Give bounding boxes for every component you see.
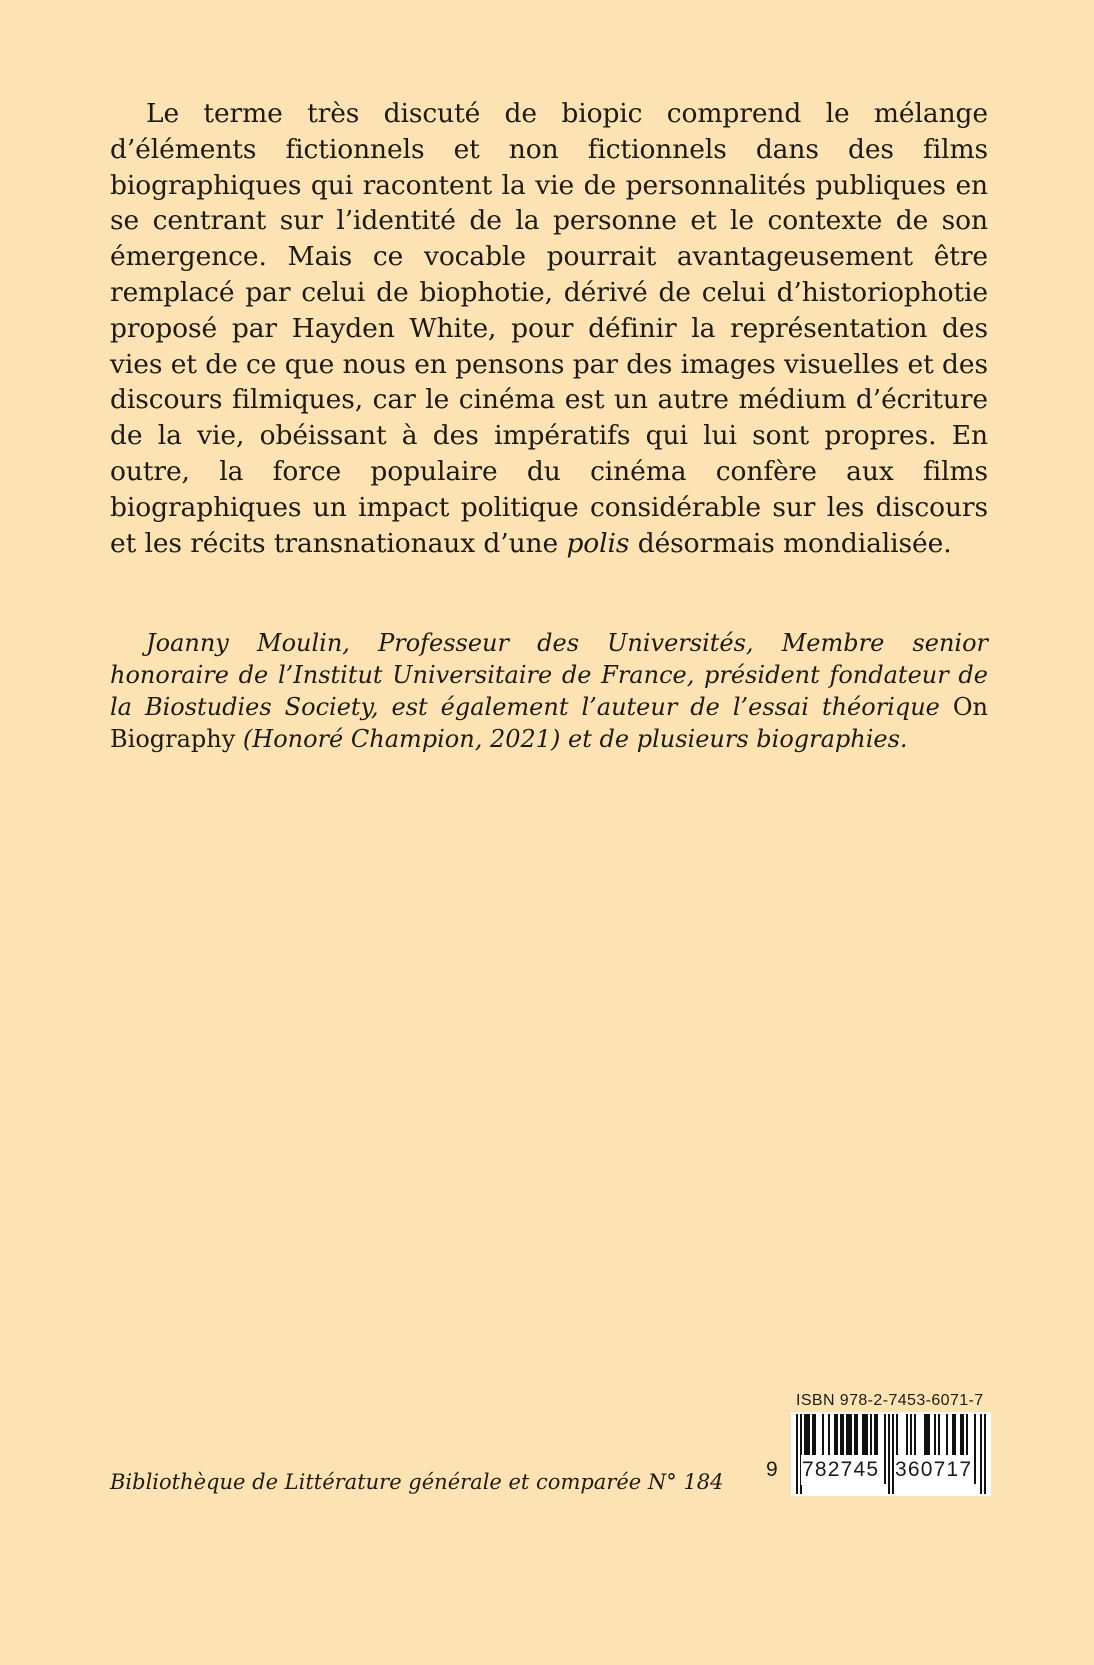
blurb-text-part2: désormais mondialisée. — [629, 527, 952, 559]
isbn-block — [766, 1392, 998, 1502]
blurb-paragraph — [110, 96, 988, 561]
author-bio-part1: Joanny Moulin, Professeur des Universités, Membre senior honoraire de l’Institut Universitaire de France, président fondateur de la Biostudies Society, est également l’auteur de l’essai théorique — [110, 629, 988, 721]
barcode-digits-right: 360717 — [894, 1455, 973, 1485]
author-bio-book-title: On Biography — [110, 693, 988, 753]
series-line: Bibliothèque de Littérature générale et comparée N° 184 — [110, 1470, 724, 1494]
blurb-italic-word: polis — [566, 527, 630, 559]
isbn-label: ISBN 978-2-7453-6071-7 — [796, 1392, 984, 1409]
barcode-digits-left: 782745 — [801, 1455, 880, 1485]
author-bio — [110, 627, 988, 755]
author-bio-part2: (Honoré Champion, 2021) et de plusieurs biographies. — [235, 725, 908, 753]
blurb-text-part1: Le terme très discuté de biopic comprend le mélange d’éléments fictionnels et non fictionnels dans des films biographiques qui racontent la vie de personnalités publiques en se centrant sur l’identité de la personne et le contexte de son émergence. Mais ce vocable pourrait avantageusement être remplacé par celui de biophotie, dérivé de celui d’historiophotie proposé par Hayden White, pour définir la représentation des vies et de ce que nous en pensons par des images visuelles et des discours filmiques, car le cinéma est un autre médium d’écriture de la vie, obéissant à des impératifs qui lui sont propres. En outre, la force populaire du cinéma confère aux films biographiques un impact politique considérable sur les discours et les récits transnationaux d’une — [110, 98, 988, 559]
barcode-digits — [766, 1455, 998, 1485]
barcode-digit-lead: 9 — [766, 1458, 778, 1481]
